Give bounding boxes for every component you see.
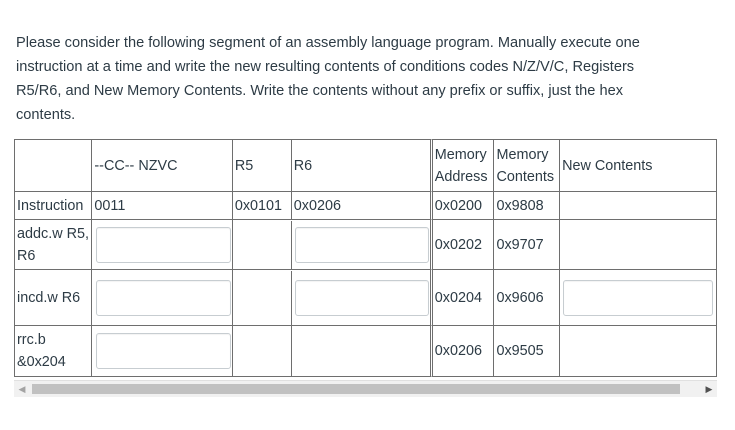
r5-r6-cell [233,270,433,326]
r6-initial-value: 0x0206 [292,192,433,220]
header-r6: R6 [292,139,433,192]
scrollbar-thumb[interactable] [32,384,680,394]
instruction-line: rrc.b [17,332,46,348]
new-contents-cell [560,270,717,326]
r6-input-incd[interactable] [295,280,429,316]
answer-table [14,139,717,377]
r5-empty-cell [233,271,292,325]
question-line: contents. [16,107,76,123]
question-line: instruction at a time and write the new resulting contents of conditions codes N/Z/V/C, Registers [16,59,635,75]
table-row [14,220,717,270]
row-instruction-incd: incd.w R6 [14,270,92,326]
memory-contents: 0x9808 [494,192,560,220]
r6-empty-cell [292,326,433,377]
header-r5: R5 [233,139,292,192]
question-line: R5/R6, and New Memory Contents. Write the contents without any prefix or suffix, just the hex [16,83,624,99]
header-cc: --CC-- NZVC [92,139,232,192]
header-memory-contents-line1: Memory [496,146,549,163]
header-new-contents: New Contents [560,139,717,192]
answer-table-container [14,139,717,384]
header-memory-contents [494,139,560,192]
header-row [14,139,717,192]
header-memory-contents-line2: Contents [496,168,555,185]
instruction-line: &0x204 [17,354,66,370]
cc-initial-value: 0011 [92,192,232,220]
horizontal-scrollbar[interactable] [14,380,717,397]
header-memory-address [433,139,495,192]
table-row [14,326,717,377]
header-empty-cell [14,139,92,192]
r5-empty-cell [233,326,292,377]
new-contents-empty [560,192,717,220]
memory-address: 0x0206 [433,326,495,377]
question-line: Please consider the following segment of an assembly language program. Manually execute one [16,35,640,51]
table-row [14,270,717,326]
memory-address: 0x0200 [433,192,495,220]
r5-empty-cell [233,221,292,269]
cc-input-addc[interactable] [96,227,231,263]
new-contents-input-incd[interactable] [563,280,713,316]
header-memory-address-line1: Memory [434,146,487,163]
instruction-line: addc.w R5, [17,225,89,242]
cc-cell [92,220,232,270]
r5-initial-value: 0x0101 [233,192,292,220]
question-text [16,31,716,127]
new-contents-empty [560,220,717,270]
memory-contents: 0x9606 [494,270,560,326]
row-instruction-label: Instruction [14,192,92,220]
row-instruction-addc [14,220,92,270]
r5-r6-cell [233,220,433,270]
scroll-left-arrow-icon[interactable]: ◀ [18,384,26,394]
table-row [14,192,717,220]
cc-input-incd[interactable] [96,280,231,316]
cc-input-rrc[interactable] [96,333,231,369]
cc-cell [92,270,232,326]
r6-input-addc[interactable] [295,227,429,263]
row-instruction-rrc [14,326,92,377]
header-memory-address-line2: Address [434,168,488,185]
cc-cell [92,326,232,377]
new-contents-empty [560,326,717,377]
memory-address: 0x0204 [433,270,495,326]
memory-address: 0x0202 [433,220,495,270]
instruction-line: R6 [17,247,36,264]
memory-contents: 0x9505 [494,326,560,377]
scroll-right-arrow-icon[interactable]: ▶ [705,384,713,394]
memory-contents: 0x9707 [494,220,560,270]
